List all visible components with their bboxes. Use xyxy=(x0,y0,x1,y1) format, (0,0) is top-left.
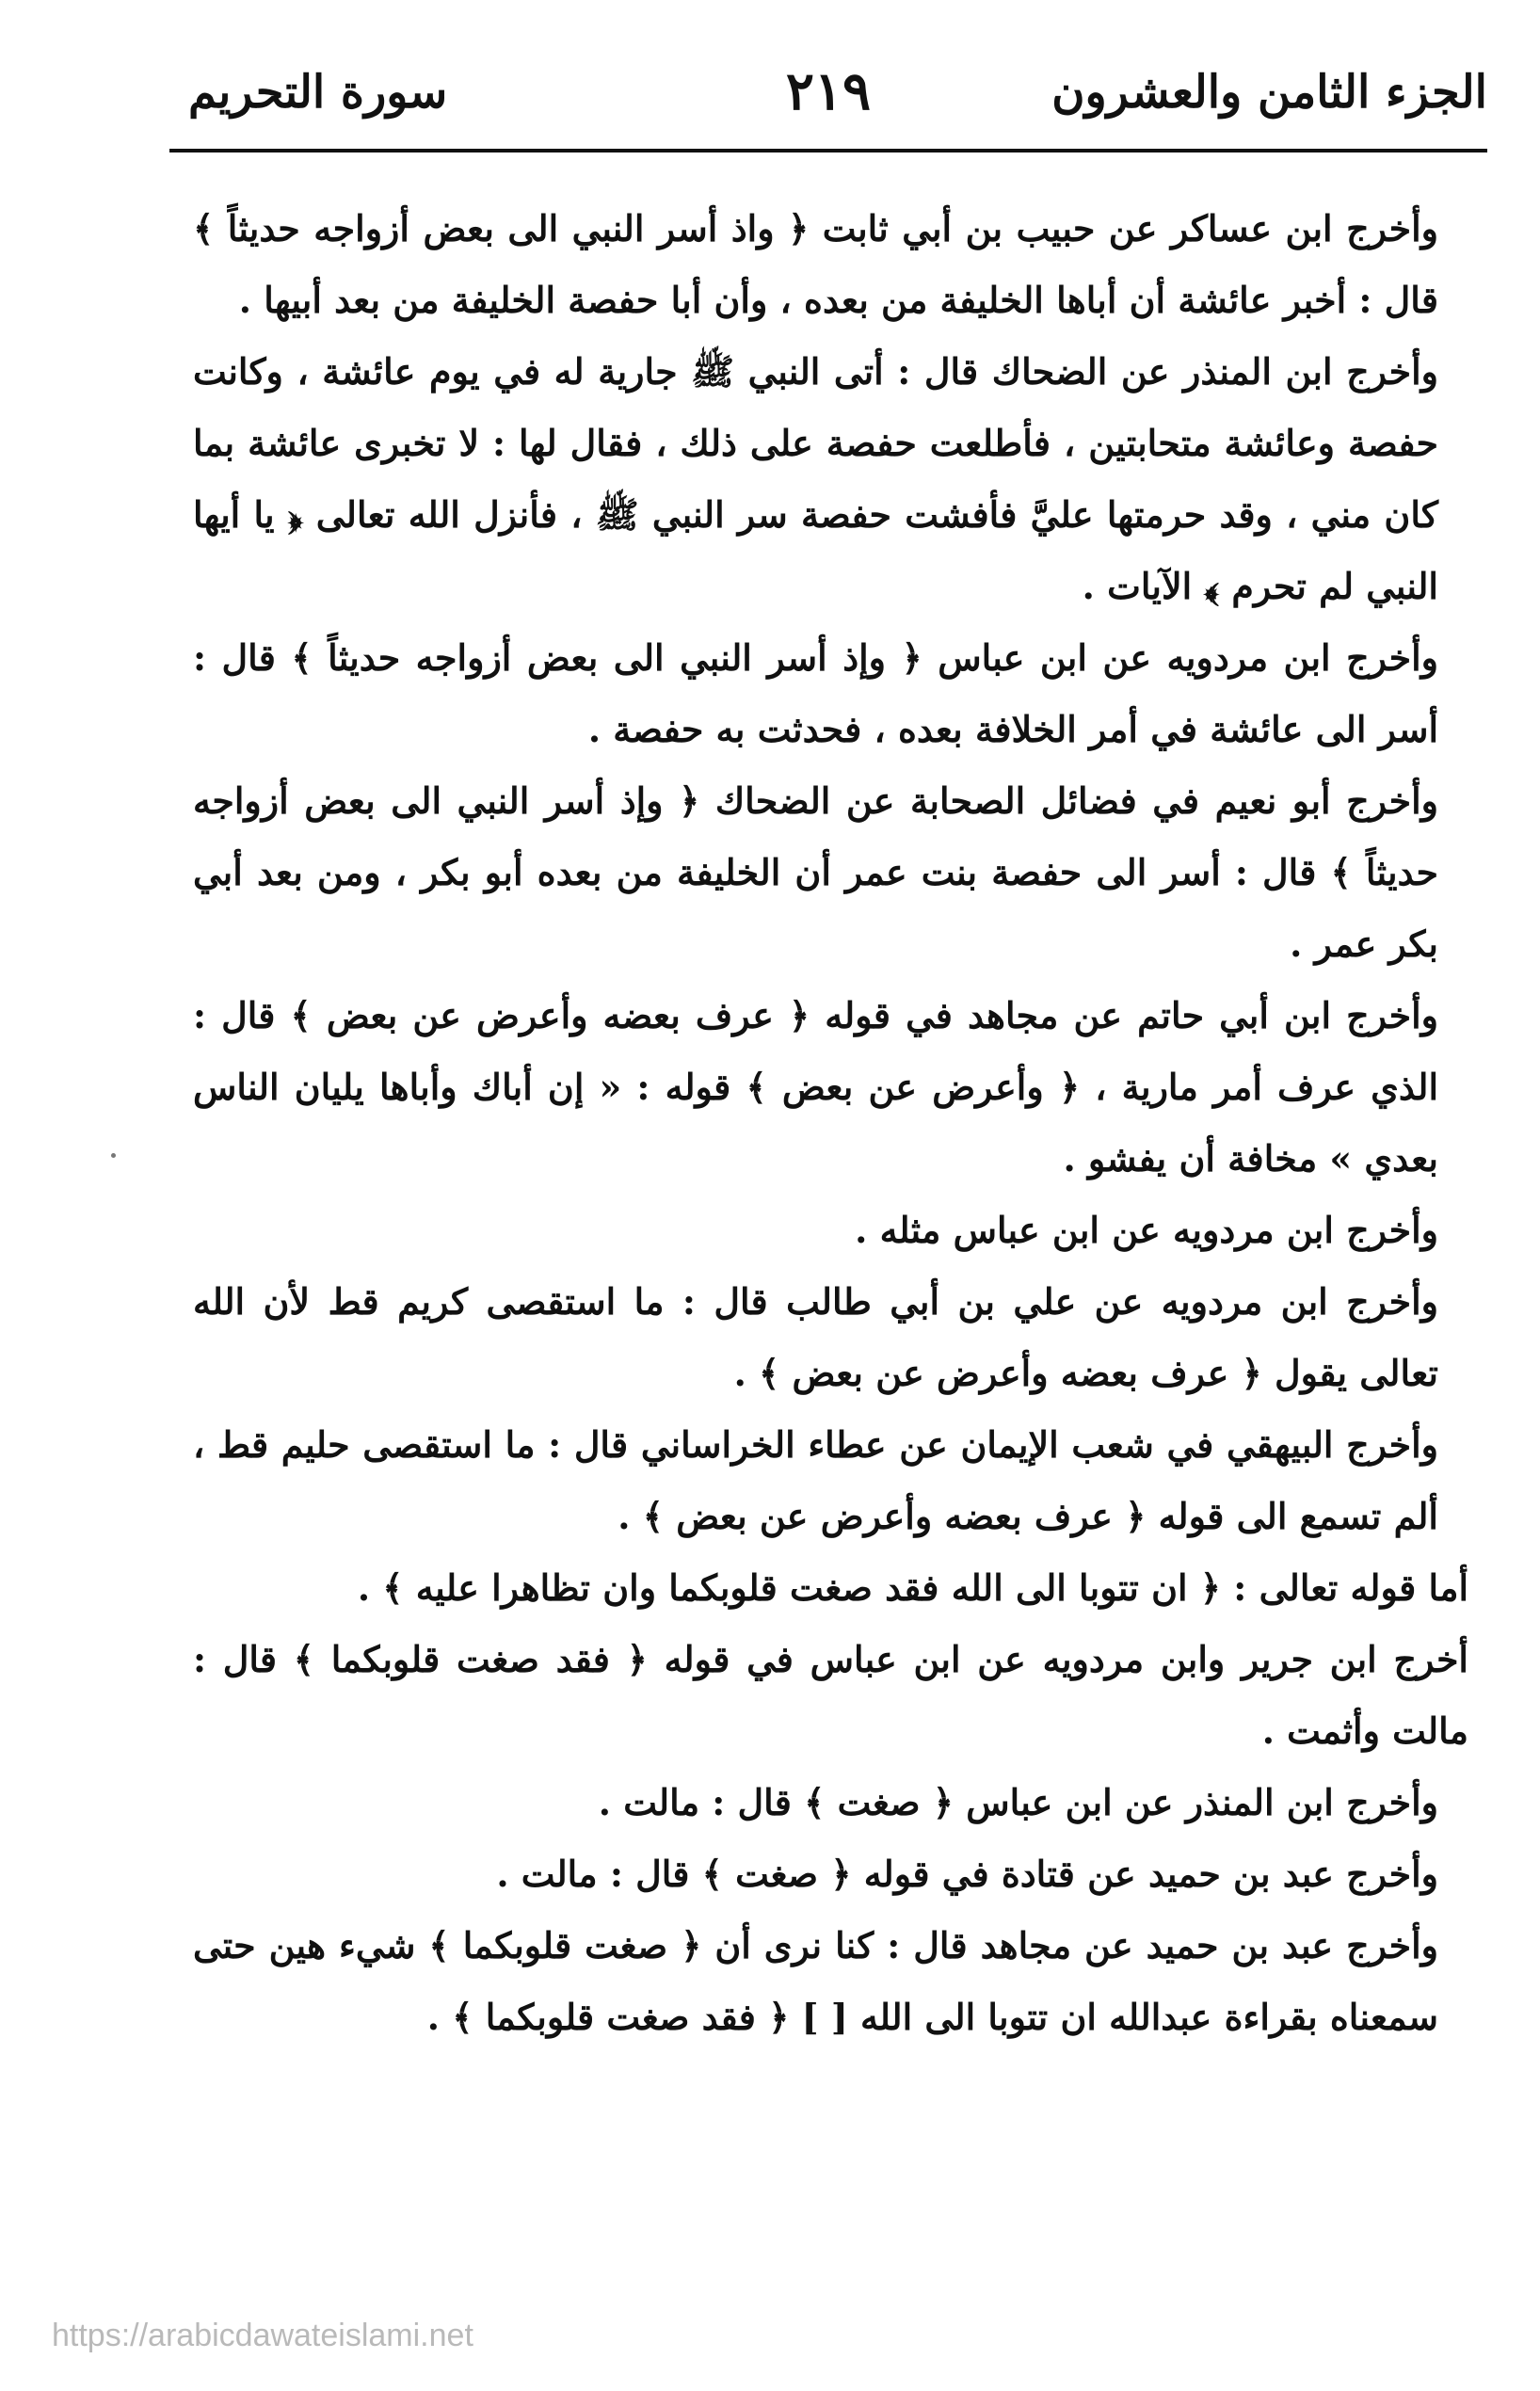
paragraph: وأخرج ابن أبي حاتم عن مجاهد في قوله ﴿ عرف بعضه وأعرض عن بعض ﴾ قال : الذي عرف أمر مارية ، ﴿ وأعرض عن بعض ﴾ قوله : « إن أباك وأباها يليان الناس بعدي » مخافة أن يفشو . xyxy=(193,994,1438,1179)
paragraph: وأخرج ابن المنذر عن الضحاك قال : أتى النبي ﷺ جارية له في يوم عائشة ، وكانت حفصة وعائشة متحابتين ، فأطلعت حفصة على ذلك ، فقال لها : لا تخبرى عائشة بما كان مني ، وقد حرمتها عليَّ فأفشت حفصة سر النبي ﷺ ، فأنزل الله تعالى ﴿ يا أيها النبي لم تحرم ﴾ الآيات . xyxy=(193,350,1438,607)
paragraph: وأخرج ابن عساكر عن حبيب بن أبي ثابت ﴿ واذ أسر النبي الى بعض أزواجه حديثاً ﴾ قال : أخبر عائشة أن أباها الخليفة من بعده ، وأن أبا حفصة الخليفة من بعد أبيها . xyxy=(193,207,1438,321)
paragraph: وأخرج ابن مردويه عن ابن عباس ﴿ وإذ أسر النبي الى بعض أزواجه حديثاً ﴾ قال : أسر الى عائشة في أمر الخلافة بعده ، فحدثت به حفصة . xyxy=(193,636,1438,750)
paragraph: وأخرج ابن مردويه عن ابن عباس مثله . xyxy=(855,1209,1438,1251)
margin-speck xyxy=(111,1153,116,1158)
paragraph: أخرج ابن جرير وابن مردويه عن ابن عباس في قوله ﴿ فقد صغت قلوبكما ﴾ قال : مالت وأثمت . xyxy=(193,1638,1468,1752)
page-body xyxy=(193,193,1468,2053)
page-number: ٢١٩ xyxy=(785,60,872,122)
header-divider xyxy=(169,149,1487,152)
surah-label: سورة التحريم xyxy=(188,66,448,119)
page-header xyxy=(169,56,1487,151)
paragraph: وأخرج ابن المنذر عن ابن عباس ﴿ صغت ﴾ قال : مالت . xyxy=(598,1781,1438,1823)
paragraph: وأخرج عبد بن حميد عن قتادة في قوله ﴿ صغت ﴾ قال : مالت . xyxy=(496,1853,1438,1895)
paragraph: أما قوله تعالى : ﴿ ان تتوبا الى الله فقد صغت قلوبكما وان تظاهرا عليه ﴾ . xyxy=(357,1566,1468,1609)
paragraph: وأخرج ابن مردويه عن علي بن أبي طالب قال : ما استقصى كريم قط لأن الله تعالى يقول ﴿ عرف بعضه وأعرض عن بعض ﴾ . xyxy=(193,1280,1438,1394)
paragraph: وأخرج عبد بن حميد عن مجاهد قال : كنا نرى أن ﴿ صغت قلوبكما ﴾ شيء هين حتى سمعناه بقراءة عبدالله ان تتوبا الى الله [ ] ﴿ فقد صغت قلوبكما ﴾ . xyxy=(193,1924,1438,2038)
part-label: الجزء الثامن والعشرون xyxy=(1051,66,1487,119)
watermark-url: https://arabicdawateislami.net xyxy=(52,2318,473,2353)
paragraph: وأخرج أبو نعيم في فضائل الصحابة عن الضحاك ﴿ وإذ أسر النبي الى بعض أزواجه حديثاً ﴾ قال : أسر الى حفصة بنت عمر أن الخليفة من بعده أبو بكر ، ومن بعد أبي بكر عمر . xyxy=(193,779,1438,965)
paragraph: وأخرج البيهقي في شعب الإيمان عن عطاء الخراساني قال : ما استقصى حليم قط ، ألم تسمع الى قوله ﴿ عرف بعضه وأعرض عن بعض ﴾ . xyxy=(193,1423,1438,1537)
